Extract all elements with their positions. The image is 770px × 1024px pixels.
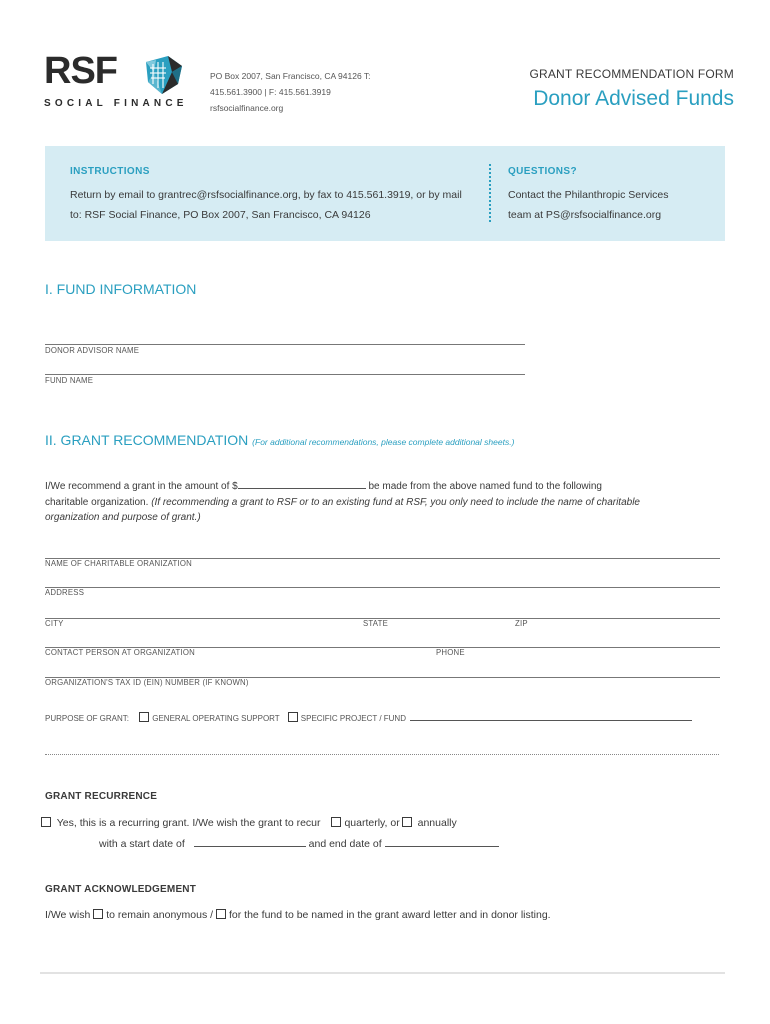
instructions-panel (45, 146, 725, 241)
form-kind: GRANT RECOMMENDATION FORM (529, 67, 734, 81)
city-label: CITY (45, 619, 64, 628)
questions-line-1: Contact the Philanthropic Services (508, 189, 669, 201)
fund-name-field[interactable] (45, 374, 525, 375)
donor-advisor-field[interactable] (45, 344, 525, 345)
named-checkbox[interactable] (216, 909, 226, 919)
start-date-label: with a start date of (99, 838, 185, 850)
grant-rec-title (45, 432, 514, 448)
instructions-block (70, 166, 490, 225)
annually-checkbox[interactable] (402, 817, 412, 827)
contact-address (210, 68, 400, 116)
grant-rec-heading: II. GRANT RECOMMENDATION (45, 432, 249, 448)
recurring-checkbox[interactable] (41, 817, 51, 827)
instructions-line-2: to: RSF Social Finance, PO Box 2007, San Francisco, CA 94126 (70, 209, 371, 221)
amount-prefix: I/We recommend a grant in the amount of $ (45, 481, 238, 492)
start-date-field[interactable] (194, 837, 306, 847)
annually-label: annually (417, 817, 457, 829)
amount-suffix: be made from the above named fund to the following (365, 481, 602, 492)
questions-block (508, 166, 708, 225)
address-field[interactable] (45, 587, 720, 588)
info-divider (489, 164, 491, 222)
grant-para-italic: (If recommending a grant to RSF or to an existing fund at RSF, you only need to include the name of charitable (151, 496, 640, 508)
ack-prefix: I/We wish (45, 909, 91, 921)
specific-project-label: SPECIFIC PROJECT / FUND (300, 714, 406, 723)
tax-id-label: ORGANIZATION'S TAX ID (EIN) NUMBER (IF KNOWN) (45, 678, 249, 687)
address-label: ADDRESS (45, 588, 85, 597)
recurrence-dates-row (99, 837, 499, 850)
anonymous-label: to remain anonymous / (106, 909, 214, 921)
acknowledgement-title: GRANT ACKNOWLEDGEMENT (45, 884, 197, 895)
address-line-2: 415.561.3900 | F: 415.561.3919 (210, 87, 331, 97)
donor-advisor-label: DONOR ADVISOR NAME (45, 346, 140, 355)
fund-name-label: FUND NAME (45, 376, 94, 385)
state-label: STATE (363, 619, 388, 628)
specific-project-field[interactable] (410, 712, 692, 721)
org-name-label: NAME OF CHARITABLE ORANIZATION (45, 559, 192, 568)
general-support-checkbox[interactable] (139, 712, 149, 722)
logo-wordmark: RSF (44, 50, 117, 92)
grant-amount-field[interactable] (238, 479, 366, 489)
footer-rule (40, 972, 725, 974)
grant-para-text: charitable organization. (45, 496, 152, 508)
purpose-row (45, 712, 692, 723)
address-line-1: PO Box 2007, San Francisco, CA 94126 T: (210, 71, 371, 81)
named-label: for the fund to be named in the grant award letter and in donor listing. (228, 909, 551, 921)
instructions-line-1: Return by email to grantrec@rsfsocialfinance.org, by fax to 415.561.3919, or by mail (70, 189, 462, 201)
grant-amount-paragraph (45, 479, 735, 526)
quarterly-label: quarterly, or (344, 817, 400, 829)
logo-subtitle: SOCIAL FINANCE (44, 98, 188, 109)
address-line-3: rsfsocialfinance.org (210, 103, 284, 113)
anonymous-checkbox[interactable] (93, 909, 103, 919)
zip-label: ZIP (515, 619, 528, 628)
purpose-label: PURPOSE OF GRANT: (45, 714, 130, 723)
specific-project-checkbox[interactable] (288, 712, 298, 722)
rsf-logo (44, 50, 188, 112)
questions-title: QUESTIONS? (508, 166, 578, 177)
section-divider (45, 754, 719, 755)
end-date-field[interactable] (385, 837, 499, 847)
grant-para-italic-2: organization and purpose of grant.) (45, 512, 201, 523)
instructions-title: INSTRUCTIONS (70, 166, 150, 177)
contact-label: CONTACT PERSON AT ORGANIZATION (45, 648, 195, 657)
grant-para-line-3 (45, 510, 735, 526)
form-title: Donor Advised Funds (533, 87, 734, 110)
logo-emblem-icon (142, 54, 184, 96)
end-date-label: and end date of (308, 838, 382, 850)
acknowledgement-row (45, 909, 551, 921)
phone-label: PHONE (436, 648, 465, 657)
quarterly-checkbox[interactable] (331, 817, 341, 827)
recurrence-row (41, 817, 457, 829)
recurring-text: Yes, this is a recurring grant. I/We wish the grant to recur (56, 817, 321, 829)
grant-para-line-2 (45, 495, 735, 511)
fund-info-title: I. FUND INFORMATION (45, 281, 197, 297)
recurrence-title: GRANT RECURRENCE (45, 791, 158, 802)
general-support-label: GENERAL OPERATING SUPPORT (152, 714, 280, 723)
questions-line-2: team at PS@rsfsocialfinance.org (508, 209, 662, 221)
grant-amount-line (45, 479, 735, 495)
grant-rec-note: (For additional recommendations, please complete additional sheets.) (252, 437, 515, 447)
